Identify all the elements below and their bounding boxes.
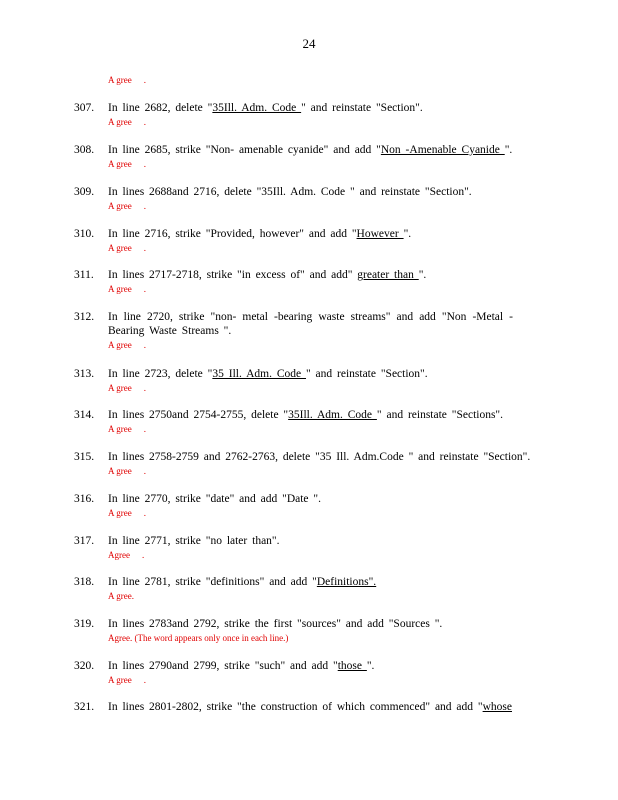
amendment-item xyxy=(74,450,534,478)
item-number: 316. xyxy=(74,493,95,505)
item-body xyxy=(108,310,534,352)
note-text: Agree. (The word appears only once in each line.) xyxy=(108,633,289,643)
agree-note xyxy=(108,282,534,296)
instruction-lead: In lines 2790and 2799, strike "such" and add " xyxy=(108,660,338,672)
inserted-text: Non -Amenable Cyanide xyxy=(380,144,505,156)
agree-note xyxy=(108,422,534,436)
note-text: A gree xyxy=(108,75,132,85)
item-body xyxy=(108,575,534,603)
amendment-item xyxy=(74,268,534,296)
note-text: A gree xyxy=(108,424,132,434)
instruction-tail: ". xyxy=(504,144,513,156)
instruction-lead: In lines 2758-2759 and 2762-2763, delete "35 Ill. Adm.Code " and reinstate "Section". xyxy=(108,451,531,463)
amendment-item xyxy=(74,408,534,436)
note-dot: . xyxy=(142,550,145,560)
instruction-tail: " and reinstate "Sections". xyxy=(376,409,504,421)
note-dot: . xyxy=(143,243,146,253)
agree-note xyxy=(108,199,534,213)
note-text: A gree xyxy=(108,675,132,685)
item-body xyxy=(108,143,534,171)
instruction-text xyxy=(108,269,426,281)
amendment-item xyxy=(74,617,534,645)
item-body xyxy=(108,659,534,687)
agree-note xyxy=(108,338,534,352)
page-number: 24 xyxy=(302,36,316,51)
item-number: 315. xyxy=(74,451,95,463)
item-number: 317. xyxy=(74,535,95,547)
instruction-text xyxy=(108,144,512,156)
amendment-item xyxy=(74,700,534,714)
amendment-item xyxy=(74,575,534,603)
instruction-text xyxy=(108,576,376,588)
note-text: A gree xyxy=(108,243,132,253)
instruction-lead: In line 2771, strike "no later than". xyxy=(108,535,280,547)
instruction-tail: ". xyxy=(403,228,412,240)
item-number: 312. xyxy=(74,311,95,323)
note-dot: . xyxy=(143,201,146,211)
agree-note xyxy=(108,506,534,520)
agree-note xyxy=(108,673,534,687)
inserted-text: 35 Ill. Adm. Code xyxy=(212,368,306,380)
agree-note xyxy=(108,548,534,562)
item-number: 321. xyxy=(74,701,95,713)
item-body xyxy=(108,268,534,296)
note-text: Agree xyxy=(108,550,130,560)
item-body xyxy=(108,367,534,395)
agree-note xyxy=(108,115,534,129)
agree-note xyxy=(108,631,534,645)
amendment-item xyxy=(74,185,534,213)
inserted-text: whose xyxy=(482,701,512,713)
instruction-tail: " and reinstate "Section". xyxy=(301,102,423,114)
instruction-lead: In line 2685, strike "Non- amenable cyanide" and add " xyxy=(108,144,381,156)
note-dot: . xyxy=(143,340,146,350)
item-body xyxy=(108,617,534,645)
instruction-text xyxy=(108,409,503,421)
agree-note xyxy=(108,157,534,171)
note-text: A gree xyxy=(108,466,132,476)
item-number: 308. xyxy=(74,144,95,156)
instruction-lead: In line 2723, delete " xyxy=(108,368,213,380)
note-dot: . xyxy=(143,675,146,685)
instruction-lead: In lines 2717-2718, strike "in excess of" and add" xyxy=(108,269,358,281)
note-text: A gree xyxy=(108,201,132,211)
agree-note xyxy=(108,381,534,395)
note-dot: . xyxy=(143,117,146,127)
item-body xyxy=(108,227,534,255)
item-body xyxy=(108,534,534,562)
item-number: 318. xyxy=(74,576,95,588)
note-dot: . xyxy=(143,75,146,85)
instruction-text xyxy=(108,618,442,630)
inserted-text: 35Ill. Adm. Code xyxy=(288,409,377,421)
amendment-item xyxy=(74,101,534,129)
item-body xyxy=(108,101,534,129)
inserted-text: greater than xyxy=(357,269,419,281)
inserted-text: those xyxy=(337,660,367,672)
note-text: A gree xyxy=(108,340,132,350)
instruction-text xyxy=(108,535,280,547)
amendment-item xyxy=(74,534,534,562)
amendment-item xyxy=(74,659,534,687)
item-body xyxy=(108,450,534,478)
item-number: 311. xyxy=(74,269,94,281)
item-number: 314. xyxy=(74,409,95,421)
note-dot: . xyxy=(143,383,146,393)
inserted-text: However xyxy=(356,228,404,240)
instruction-lead: In lines 2783and 2792, strike the first "sources" and add "Sources ". xyxy=(108,618,443,630)
instruction-text xyxy=(108,493,321,505)
note-text: A gree xyxy=(108,508,132,518)
item-body xyxy=(108,185,534,213)
instruction-lead: In line 2770, strike "date" and add "Date ". xyxy=(108,493,321,505)
instruction-tail: " and reinstate "Section". xyxy=(305,368,428,380)
instruction-lead: In line 2716, strike "Provided, however" and add " xyxy=(108,228,357,240)
note-dot: . xyxy=(143,508,146,518)
note-text: A gree xyxy=(108,117,132,127)
note-dot: . xyxy=(143,466,146,476)
note-dot: . xyxy=(143,424,146,434)
instruction-text xyxy=(108,368,428,380)
inserted-text: 35Ill. Adm. Code xyxy=(212,102,302,114)
instruction-lead: In lines 2688and 2716, delete "35Ill. Adm. Code " and reinstate "Section". xyxy=(108,186,472,198)
instruction-tail: ". xyxy=(418,269,427,281)
instruction-lead: In line 2682, delete " xyxy=(108,102,213,114)
agree-note xyxy=(108,75,146,85)
item-body xyxy=(108,408,534,436)
amendment-item xyxy=(74,367,534,395)
instruction-text xyxy=(108,451,530,463)
amendment-item xyxy=(74,227,534,255)
item-body xyxy=(108,700,534,714)
note-text: A gree xyxy=(108,383,132,393)
instruction-text xyxy=(108,310,513,338)
instruction-lead: In lines 2801-2802, strike "the construction of which commenced" and add " xyxy=(108,701,483,713)
item-number: 307. xyxy=(74,102,95,114)
amendment-item xyxy=(74,310,534,352)
item-number: 310. xyxy=(74,228,95,240)
agree-note xyxy=(108,464,534,478)
instruction-text xyxy=(108,102,423,114)
instruction-lead: In line 2781, strike "definitions" and add " xyxy=(108,576,317,588)
note-dot: . xyxy=(143,159,146,169)
instruction-text xyxy=(108,701,512,713)
note-dot: . xyxy=(143,284,146,294)
inserted-text: Definitions". xyxy=(316,576,377,588)
amendment-item xyxy=(74,143,534,171)
item-number: 320. xyxy=(74,660,95,672)
agree-note xyxy=(108,589,534,603)
item-body xyxy=(108,492,534,520)
item-number: 313. xyxy=(74,368,95,380)
instruction-text xyxy=(108,660,374,672)
instruction-tail: ". xyxy=(366,660,375,672)
note-text: A gree xyxy=(108,284,132,294)
agree-note xyxy=(108,241,534,255)
instruction-lead: In lines 2750and 2754-2755, delete " xyxy=(108,409,289,421)
instruction-text xyxy=(108,228,411,240)
instruction-text xyxy=(108,186,472,198)
note-text: A gree xyxy=(108,159,132,169)
instruction-lead: In line 2720, strike "non- metal -bearing waste streams" and add "Non -Metal -Bearing Waste Streams ". xyxy=(108,311,513,337)
amendment-item xyxy=(74,492,534,520)
item-number: 309. xyxy=(74,186,95,198)
note-text: A gree. xyxy=(108,591,134,601)
item-number: 319. xyxy=(74,618,95,630)
